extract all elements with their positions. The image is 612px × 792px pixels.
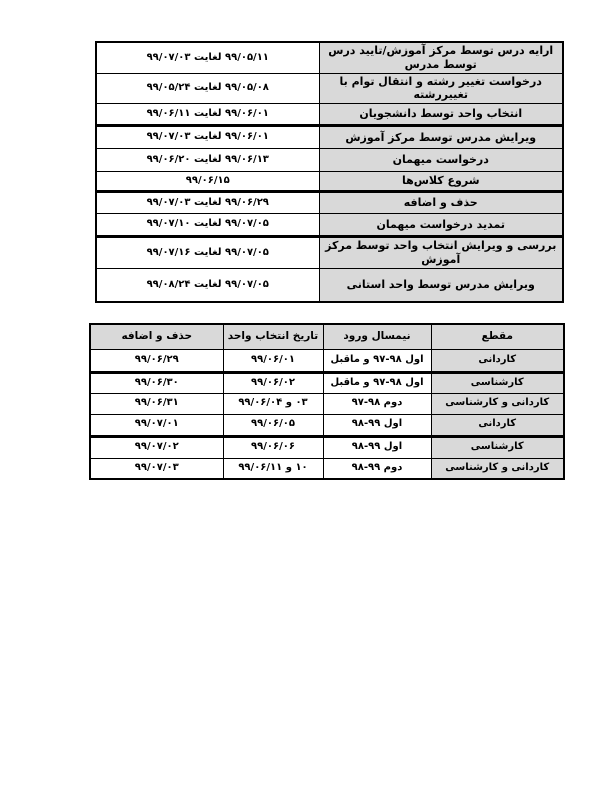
selection-date: ۰۳ و ۹۹/۰۶/۰۴ <box>223 393 323 414</box>
degree-level: کاردانی و کارشناسی <box>431 393 564 414</box>
selection-header-row <box>90 324 564 349</box>
degree-level: کاردانی <box>431 414 564 436</box>
selection-row <box>90 393 564 414</box>
schedule-row <box>96 149 563 172</box>
schedule-row <box>96 214 563 237</box>
activity-label: ویرایش مدرس توسط واحد استانی <box>319 268 563 302</box>
header-add-drop: حذف و اضافه <box>90 324 223 349</box>
selection-date: ۱۰ و ۹۹/۰۶/۱۱ <box>223 458 323 479</box>
selection-date: ۹۹/۰۶/۰۵ <box>223 414 323 436</box>
activity-label: تمدید درخواست میهمان <box>319 214 563 237</box>
schedule-row <box>96 237 563 269</box>
activity-label: شروع کلاس‌ها <box>319 172 563 192</box>
activity-label: ویرایش مدرس توسط مرکز آموزش <box>319 126 563 149</box>
entry-semester: اول ۹۸-۹۷ و ماقبل <box>323 372 431 393</box>
selection-row <box>90 414 564 436</box>
degree-level: کاردانی و کارشناسی <box>431 458 564 479</box>
date-range: ۹۹/۰۵/۱۱ لغایت ۹۹/۰۷/۰۳ <box>96 42 319 73</box>
header-entry-semester: نیمسال ورود <box>323 324 431 349</box>
selection-row <box>90 372 564 393</box>
activity-label: درخواست تغییر رشته و انتقال توام با تغییررشته <box>319 73 563 104</box>
date-range: ۹۹/۰۷/۰۵ لغایت ۹۹/۰۷/۱۶ <box>96 237 319 269</box>
selection-row <box>90 458 564 479</box>
activity-label: حذف و اضافه <box>319 192 563 214</box>
date-range: ۹۹/۰۶/۰۱ لغایت ۹۹/۰۶/۱۱ <box>96 104 319 126</box>
selection-row <box>90 349 564 372</box>
degree-level: کاردانی <box>431 349 564 372</box>
entry-semester: دوم ۹۹-۹۸ <box>323 458 431 479</box>
date-range: ۹۹/۰۷/۰۵ لغایت ۹۹/۰۷/۱۰ <box>96 214 319 237</box>
add-drop-date: ۹۹/۰۷/۰۳ <box>90 458 223 479</box>
schedule-row <box>96 104 563 126</box>
schedule-row <box>96 126 563 149</box>
degree-level: کارشناسی <box>431 372 564 393</box>
schedule-row <box>96 42 563 73</box>
date-range: ۹۹/۰۷/۰۵ لغایت ۹۹/۰۸/۲۴ <box>96 268 319 302</box>
entry-semester: اول ۹۹-۹۸ <box>323 414 431 436</box>
entry-semester: اول ۹۸-۹۷ و ماقبل <box>323 349 431 372</box>
add-drop-date: ۹۹/۰۶/۳۱ <box>90 393 223 414</box>
course-selection-table <box>89 323 565 480</box>
date-range: ۹۹/۰۶/۰۱ لغایت ۹۹/۰۷/۰۳ <box>96 126 319 149</box>
date-range: ۹۹/۰۶/۲۹ لغایت ۹۹/۰۷/۰۳ <box>96 192 319 214</box>
selection-date: ۹۹/۰۶/۰۱ <box>223 349 323 372</box>
add-drop-date: ۹۹/۰۶/۲۹ <box>90 349 223 372</box>
header-selection-date: تاریخ انتخاب واحد <box>223 324 323 349</box>
semester-schedule-table <box>95 41 564 303</box>
date-range: ۹۹/۰۵/۰۸ لغایت ۹۹/۰۵/۲۴ <box>96 73 319 104</box>
entry-semester: دوم ۹۸-۹۷ <box>323 393 431 414</box>
activity-label: انتخاب واحد توسط دانشجویان <box>319 104 563 126</box>
activity-label: بررسی و ویرایش انتخاب واحد توسط مرکز آموزش <box>319 237 563 269</box>
activity-label: درخواست میهمان <box>319 149 563 172</box>
selection-date: ۹۹/۰۶/۰۶ <box>223 436 323 458</box>
add-drop-date: ۹۹/۰۷/۰۱ <box>90 414 223 436</box>
entry-semester: اول ۹۹-۹۸ <box>323 436 431 458</box>
add-drop-date: ۹۹/۰۶/۳۰ <box>90 372 223 393</box>
schedule-row <box>96 268 563 302</box>
schedule-row <box>96 172 563 192</box>
activity-label: ارایه درس توسط مرکز آموزش/تایید درس توسط مدرس <box>319 42 563 73</box>
selection-date: ۹۹/۰۶/۰۲ <box>223 372 323 393</box>
header-degree-level: مقطع <box>431 324 564 349</box>
selection-row <box>90 436 564 458</box>
add-drop-date: ۹۹/۰۷/۰۲ <box>90 436 223 458</box>
schedule-row <box>96 192 563 214</box>
degree-level: کارشناسی <box>431 436 564 458</box>
schedule-row <box>96 73 563 104</box>
date-range: ۹۹/۰۶/۱۳ لغایت ۹۹/۰۶/۲۰ <box>96 149 319 172</box>
date-range: ۹۹/۰۶/۱۵ <box>96 172 319 192</box>
